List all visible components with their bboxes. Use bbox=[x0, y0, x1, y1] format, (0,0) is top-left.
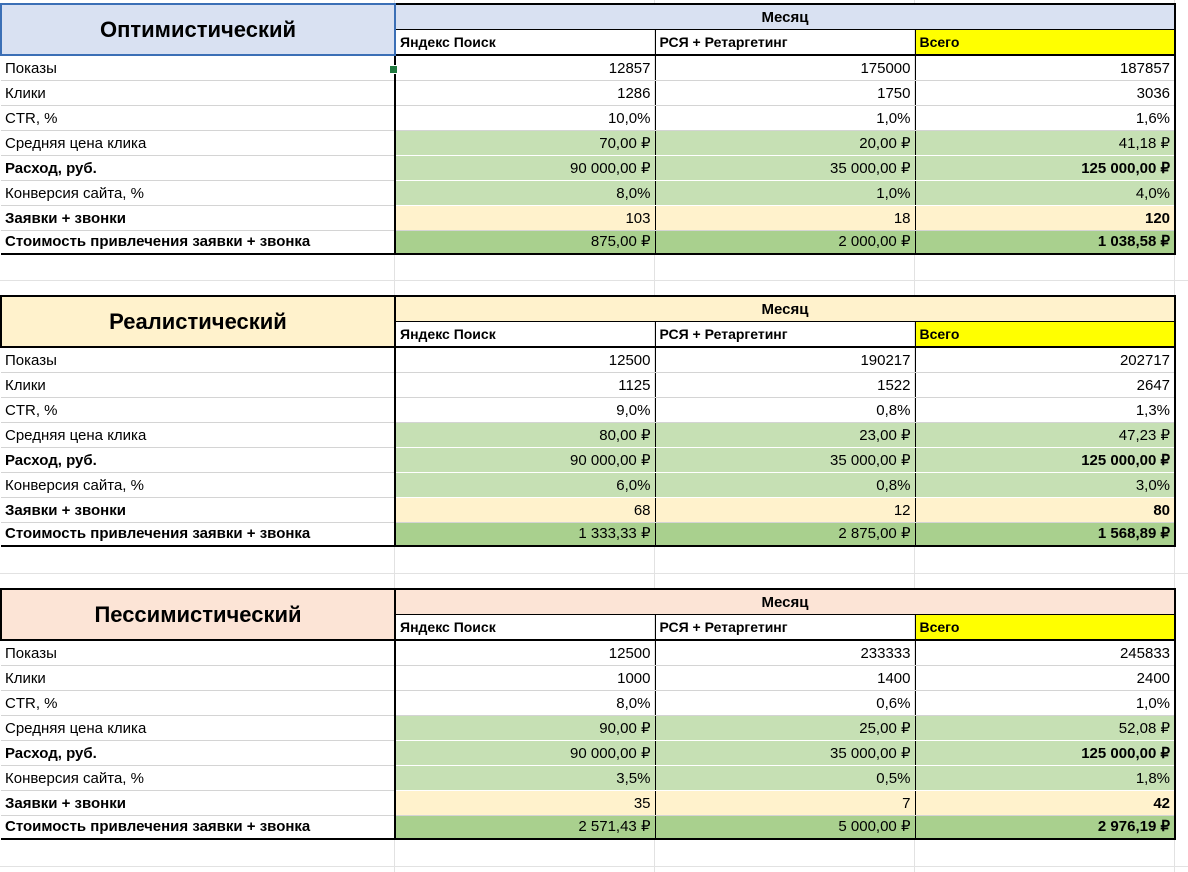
row-spend bbox=[1, 156, 1175, 181]
cell-total[interactable]: 80 bbox=[915, 498, 1175, 523]
scenario-rows bbox=[1, 55, 1175, 254]
row-label[interactable]: Стоимость привлечения заявки + звонка bbox=[1, 523, 395, 547]
cell-yandex-search[interactable]: 1 333,33 ₽ bbox=[395, 523, 655, 547]
cell-total[interactable]: 245833 bbox=[915, 640, 1175, 666]
scenario-optimistic bbox=[0, 3, 1174, 255]
cell-yandex-search[interactable]: 90 000,00 ₽ bbox=[395, 156, 655, 181]
cell-rsya-retargeting[interactable]: 35 000,00 ₽ bbox=[655, 156, 915, 181]
row-impressions bbox=[1, 640, 1175, 666]
cell-yandex-search[interactable]: 12857 bbox=[395, 55, 655, 81]
cell-rsya-retargeting[interactable]: 18 bbox=[655, 206, 915, 231]
row-leads-calls bbox=[1, 498, 1175, 523]
row-label[interactable]: Заявки + звонки bbox=[1, 791, 395, 816]
cell-yandex-search[interactable]: 2 571,43 ₽ bbox=[395, 816, 655, 840]
cell-total[interactable]: 125 000,00 ₽ bbox=[915, 448, 1175, 473]
cell-yandex-search[interactable]: 90,00 ₽ bbox=[395, 716, 655, 741]
row-avg-cpc bbox=[1, 423, 1175, 448]
row-label[interactable]: CTR, % bbox=[1, 106, 395, 131]
cell-total[interactable]: 1,8% bbox=[915, 766, 1175, 791]
cell-total[interactable]: 41,18 ₽ bbox=[915, 131, 1175, 156]
row-ctr bbox=[1, 398, 1175, 423]
row-conversion bbox=[1, 181, 1175, 206]
cell-yandex-search[interactable]: 1125 bbox=[395, 373, 655, 398]
scenario-title[interactable]: Оптимистический bbox=[1, 4, 395, 55]
row-label[interactable]: CTR, % bbox=[1, 398, 395, 423]
cell-yandex-search[interactable]: 70,00 ₽ bbox=[395, 131, 655, 156]
row-impressions bbox=[1, 347, 1175, 373]
scenario-table bbox=[0, 3, 1176, 255]
cell-total[interactable]: 1,6% bbox=[915, 106, 1175, 131]
cell-rsya-retargeting[interactable]: 5 000,00 ₽ bbox=[655, 816, 915, 840]
row-avg-cpc bbox=[1, 131, 1175, 156]
cell-yandex-search[interactable]: 103 bbox=[395, 206, 655, 231]
cell-yandex-search[interactable]: 3,5% bbox=[395, 766, 655, 791]
row-leads-calls bbox=[1, 791, 1175, 816]
cell-rsya-retargeting[interactable]: 7 bbox=[655, 791, 915, 816]
cell-rsya-retargeting[interactable]: 35 000,00 ₽ bbox=[655, 448, 915, 473]
month-header[interactable]: Месяц bbox=[395, 4, 1175, 30]
cell-total[interactable]: 47,23 ₽ bbox=[915, 423, 1175, 448]
row-label[interactable]: Показы bbox=[1, 640, 395, 666]
cell-total[interactable]: 125 000,00 ₽ bbox=[915, 741, 1175, 766]
cell-yandex-search[interactable]: 90 000,00 ₽ bbox=[395, 448, 655, 473]
cell-yandex-search[interactable]: 8,0% bbox=[395, 691, 655, 716]
col-header-rsya-retargeting[interactable]: РСЯ + Ретаргетинг bbox=[655, 322, 915, 348]
cell-rsya-retargeting[interactable]: 1522 bbox=[655, 373, 915, 398]
row-label[interactable]: Заявки + звонки bbox=[1, 498, 395, 523]
col-header-yandex-search[interactable]: Яндекс Поиск bbox=[395, 322, 655, 348]
cell-rsya-retargeting[interactable]: 2 875,00 ₽ bbox=[655, 523, 915, 547]
row-label[interactable]: Средняя цена клика bbox=[1, 423, 395, 448]
cell-rsya-retargeting[interactable]: 1400 bbox=[655, 666, 915, 691]
scenario-table bbox=[0, 588, 1176, 840]
row-label[interactable]: Клики bbox=[1, 666, 395, 691]
cell-yandex-search[interactable]: 875,00 ₽ bbox=[395, 231, 655, 255]
cell-total[interactable]: 202717 bbox=[915, 347, 1175, 373]
cell-rsya-retargeting[interactable]: 25,00 ₽ bbox=[655, 716, 915, 741]
cell-rsya-retargeting[interactable]: 1,0% bbox=[655, 181, 915, 206]
cell-fill-handle[interactable] bbox=[389, 65, 398, 74]
cell-yandex-search[interactable]: 35 bbox=[395, 791, 655, 816]
row-label[interactable]: Конверсия сайта, % bbox=[1, 181, 395, 206]
cell-total[interactable]: 42 bbox=[915, 791, 1175, 816]
cell-rsya-retargeting[interactable]: 0,8% bbox=[655, 473, 915, 498]
row-label[interactable]: Стоимость привлечения заявки + звонка bbox=[1, 816, 395, 840]
cell-total[interactable]: 1 568,89 ₽ bbox=[915, 523, 1175, 547]
cell-yandex-search[interactable]: 8,0% bbox=[395, 181, 655, 206]
cell-total[interactable]: 4,0% bbox=[915, 181, 1175, 206]
row-spend bbox=[1, 448, 1175, 473]
row-spend bbox=[1, 741, 1175, 766]
row-leads-calls bbox=[1, 206, 1175, 231]
row-avg-cpc bbox=[1, 716, 1175, 741]
scenario-title[interactable]: Пессимистический bbox=[1, 589, 395, 640]
cell-yandex-search[interactable]: 68 bbox=[395, 498, 655, 523]
cell-yandex-search[interactable]: 12500 bbox=[395, 640, 655, 666]
row-impressions bbox=[1, 55, 1175, 81]
cell-yandex-search[interactable]: 12500 bbox=[395, 347, 655, 373]
row-conversion bbox=[1, 473, 1175, 498]
col-header-yandex-search[interactable]: Яндекс Поиск bbox=[395, 30, 655, 56]
scenario-rows bbox=[1, 640, 1175, 839]
cell-rsya-retargeting[interactable]: 190217 bbox=[655, 347, 915, 373]
row-clicks bbox=[1, 81, 1175, 106]
cell-total[interactable]: 2 976,19 ₽ bbox=[915, 816, 1175, 840]
row-label[interactable]: Конверсия сайта, % bbox=[1, 766, 395, 791]
cell-rsya-retargeting[interactable]: 0,8% bbox=[655, 398, 915, 423]
cell-rsya-retargeting[interactable]: 1,0% bbox=[655, 106, 915, 131]
row-ctr bbox=[1, 691, 1175, 716]
scenario-rows bbox=[1, 347, 1175, 546]
row-label[interactable]: Клики bbox=[1, 81, 395, 106]
cell-rsya-retargeting[interactable]: 1750 bbox=[655, 81, 915, 106]
row-ctr bbox=[1, 106, 1175, 131]
scenario-pessimistic bbox=[0, 588, 1174, 840]
cell-yandex-search[interactable]: 10,0% bbox=[395, 106, 655, 131]
cell-rsya-retargeting[interactable]: 0,6% bbox=[655, 691, 915, 716]
row-label[interactable]: Конверсия сайта, % bbox=[1, 473, 395, 498]
row-cost-per-lead bbox=[1, 523, 1175, 547]
cell-total[interactable]: 1 038,58 ₽ bbox=[915, 231, 1175, 255]
col-header-yandex-search[interactable]: Яндекс Поиск bbox=[395, 615, 655, 641]
row-label[interactable]: Показы bbox=[1, 55, 395, 81]
row-conversion bbox=[1, 766, 1175, 791]
cell-rsya-retargeting[interactable]: 20,00 ₽ bbox=[655, 131, 915, 156]
scenario-table bbox=[0, 295, 1176, 547]
row-clicks bbox=[1, 373, 1175, 398]
cell-rsya-retargeting[interactable]: 35 000,00 ₽ bbox=[655, 741, 915, 766]
row-label[interactable]: Расход, руб. bbox=[1, 448, 395, 473]
cell-rsya-retargeting[interactable]: 233333 bbox=[655, 640, 915, 666]
cell-total[interactable]: 52,08 ₽ bbox=[915, 716, 1175, 741]
cell-rsya-retargeting[interactable]: 0,5% bbox=[655, 766, 915, 791]
cell-total[interactable]: 2400 bbox=[915, 666, 1175, 691]
row-label[interactable]: Клики bbox=[1, 373, 395, 398]
row-label[interactable]: Стоимость привлечения заявки + звонка bbox=[1, 231, 395, 255]
cell-total[interactable]: 125 000,00 ₽ bbox=[915, 156, 1175, 181]
row-label[interactable]: Показы bbox=[1, 347, 395, 373]
cell-total[interactable]: 3,0% bbox=[915, 473, 1175, 498]
row-label[interactable]: Заявки + звонки bbox=[1, 206, 395, 231]
row-clicks bbox=[1, 666, 1175, 691]
col-header-total[interactable]: Всего bbox=[915, 322, 1175, 348]
cell-yandex-search[interactable]: 6,0% bbox=[395, 473, 655, 498]
cell-rsya-retargeting[interactable]: 23,00 ₽ bbox=[655, 423, 915, 448]
cell-total[interactable]: 2647 bbox=[915, 373, 1175, 398]
cell-yandex-search[interactable]: 1286 bbox=[395, 81, 655, 106]
col-header-total[interactable]: Всего bbox=[915, 615, 1175, 641]
cell-yandex-search[interactable]: 1000 bbox=[395, 666, 655, 691]
row-label[interactable]: Средняя цена клика bbox=[1, 131, 395, 156]
col-header-rsya-retargeting[interactable]: РСЯ + Ретаргетинг bbox=[655, 615, 915, 641]
row-label[interactable]: Расход, руб. bbox=[1, 741, 395, 766]
row-cost-per-lead bbox=[1, 231, 1175, 255]
month-header[interactable]: Месяц bbox=[395, 589, 1175, 615]
cell-total[interactable]: 1,3% bbox=[915, 398, 1175, 423]
cell-total[interactable]: 1,0% bbox=[915, 691, 1175, 716]
row-label[interactable]: Средняя цена клика bbox=[1, 716, 395, 741]
month-header[interactable]: Месяц bbox=[395, 296, 1175, 322]
col-header-rsya-retargeting[interactable]: РСЯ + Ретаргетинг bbox=[655, 30, 915, 56]
cell-rsya-retargeting[interactable]: 2 000,00 ₽ bbox=[655, 231, 915, 255]
cell-total[interactable]: 120 bbox=[915, 206, 1175, 231]
row-label[interactable]: CTR, % bbox=[1, 691, 395, 716]
scenario-title[interactable]: Реалистический bbox=[1, 296, 395, 347]
row-label[interactable]: Расход, руб. bbox=[1, 156, 395, 181]
cell-yandex-search[interactable]: 80,00 ₽ bbox=[395, 423, 655, 448]
cell-yandex-search[interactable]: 90 000,00 ₽ bbox=[395, 741, 655, 766]
cell-total[interactable]: 187857 bbox=[915, 55, 1175, 81]
col-header-total[interactable]: Всего bbox=[915, 30, 1175, 56]
cell-yandex-search[interactable]: 9,0% bbox=[395, 398, 655, 423]
row-cost-per-lead bbox=[1, 816, 1175, 840]
scenario-realistic bbox=[0, 295, 1174, 547]
cell-rsya-retargeting[interactable]: 12 bbox=[655, 498, 915, 523]
cell-rsya-retargeting[interactable]: 175000 bbox=[655, 55, 915, 81]
cell-total[interactable]: 3036 bbox=[915, 81, 1175, 106]
